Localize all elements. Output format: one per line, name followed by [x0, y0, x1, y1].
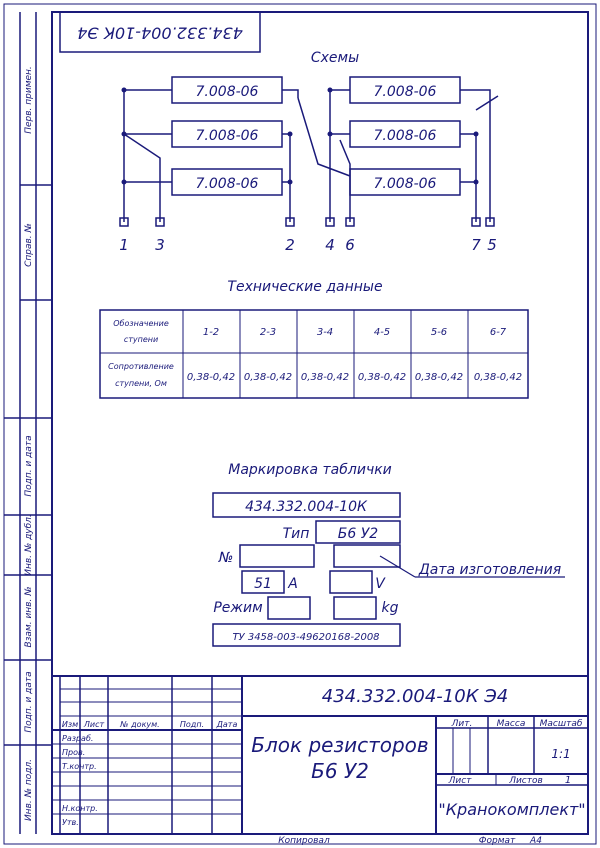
plate-section [213, 462, 565, 646]
top-stamp-text: 434.332.004-10К Э4 [77, 23, 243, 43]
terminal-2: 2 [285, 236, 295, 254]
title-block [52, 676, 588, 834]
row-razrab: Разраб. [62, 734, 94, 743]
plate-title: Маркировка таблички [228, 462, 392, 478]
row-nkontr: Н.контр. [62, 804, 98, 813]
plate-current-value: 51 [254, 576, 272, 592]
plate-date-label: Дата изготовления [418, 562, 562, 578]
tech-row2-header: Сопротивление [108, 362, 174, 371]
plate-mode-label: Режим [213, 600, 263, 616]
stage-cell: 2-3 [259, 327, 277, 338]
value-cell: 0,38-0,42 [243, 372, 293, 383]
row-tkontr: Т.контр. [62, 762, 97, 771]
list-label: Лист [448, 776, 472, 786]
top-stamp [60, 12, 260, 52]
scheme-title: Схемы [310, 50, 360, 66]
side-label-sprav: Справ. № [24, 223, 34, 267]
plate-voltage-unit: V [375, 576, 385, 592]
plate-type-value: Б6 У2 [337, 526, 379, 542]
value-cell: 0,38-0,42 [186, 372, 236, 383]
row-prov: Пров. [62, 748, 86, 757]
side-label-vzam-inv: Взам. инв. № [24, 586, 34, 648]
resistor-label: 7.008-06 [195, 128, 259, 144]
massa-label: Масса [496, 719, 526, 729]
plate-designation: 434.332.004-10К [245, 499, 367, 515]
format-value: А4 [530, 836, 542, 846]
side-label-inv-dubl: Инв. № дубл. [24, 514, 34, 576]
listov-label: Листов [509, 776, 543, 786]
tech-section [100, 279, 528, 398]
value-cell: 0,38-0,42 [414, 372, 464, 383]
row-utv: Утв. [62, 818, 79, 827]
resistor-label: 7.008-06 [373, 84, 437, 100]
stage-cell: 3-4 [316, 327, 334, 338]
format-label: Формат [478, 836, 516, 846]
item-name-line2: Б6 У2 [311, 759, 369, 783]
col-doc: № докум. [120, 720, 160, 729]
plate-type-label: Тип [282, 526, 310, 542]
masshtab-label: Масштаб [539, 719, 583, 729]
col-izm: Изм [61, 720, 79, 729]
company-name: "Кранокомплект" [438, 800, 586, 819]
doc-number: 434.332.004-10К Э4 [321, 686, 509, 707]
resistor-label: 7.008-06 [195, 176, 259, 192]
value-cell: 0,38-0,42 [357, 372, 407, 383]
terminal-6: 6 [345, 236, 355, 254]
col-data: Дата [216, 720, 238, 729]
value-cell: 0,38-0,42 [473, 372, 523, 383]
item-name-line1: Блок резисторов [251, 733, 429, 757]
stage-cell: 4-5 [373, 327, 391, 338]
listov-value: 1 [564, 775, 572, 786]
value-cell: 0,38-0,42 [300, 372, 350, 383]
terminal-7: 7 [471, 236, 481, 254]
tech-row1-header: Обозначение [113, 319, 169, 328]
side-label-podp-data-2: Подп. и дата [24, 671, 34, 733]
plate-current-unit: А [288, 576, 298, 592]
col-podp: Подп. [179, 720, 205, 729]
scheme-section [119, 50, 498, 254]
plate-mass-unit: kg [381, 600, 399, 616]
tech-title: Технические данные [227, 279, 383, 295]
side-label-inv-podl: Инв. № подл. [24, 758, 34, 822]
terminal-4: 4 [325, 236, 335, 254]
terminal-1: 1 [119, 236, 129, 254]
stage-cell: 5-6 [430, 327, 448, 338]
tech-row1-header: ступени [123, 335, 159, 344]
scale-value: 1:1 [551, 747, 571, 761]
terminal-3: 3 [155, 236, 165, 254]
resistor-label: 7.008-06 [373, 176, 437, 192]
side-label-podp-data-1: Подп. и дата [24, 435, 34, 497]
resistor-label: 7.008-06 [373, 128, 437, 144]
resistor-label: 7.008-06 [195, 84, 259, 100]
plate-number-label: № [218, 550, 234, 566]
stage-cell: 6-7 [489, 327, 507, 338]
col-list: Лист [83, 720, 105, 729]
side-label-perv-primen: Перв. примен. [24, 66, 34, 134]
stage-cell: 1-2 [202, 327, 220, 338]
plate-tu: ТУ 3458-003-49620168-2008 [232, 632, 380, 643]
tech-row2-header: ступени, Ом [115, 379, 167, 388]
side-column [4, 12, 52, 834]
terminal-5: 5 [487, 236, 497, 254]
lit-label: Лит. [451, 719, 473, 729]
kopiroval-label: Копировал [278, 836, 330, 846]
